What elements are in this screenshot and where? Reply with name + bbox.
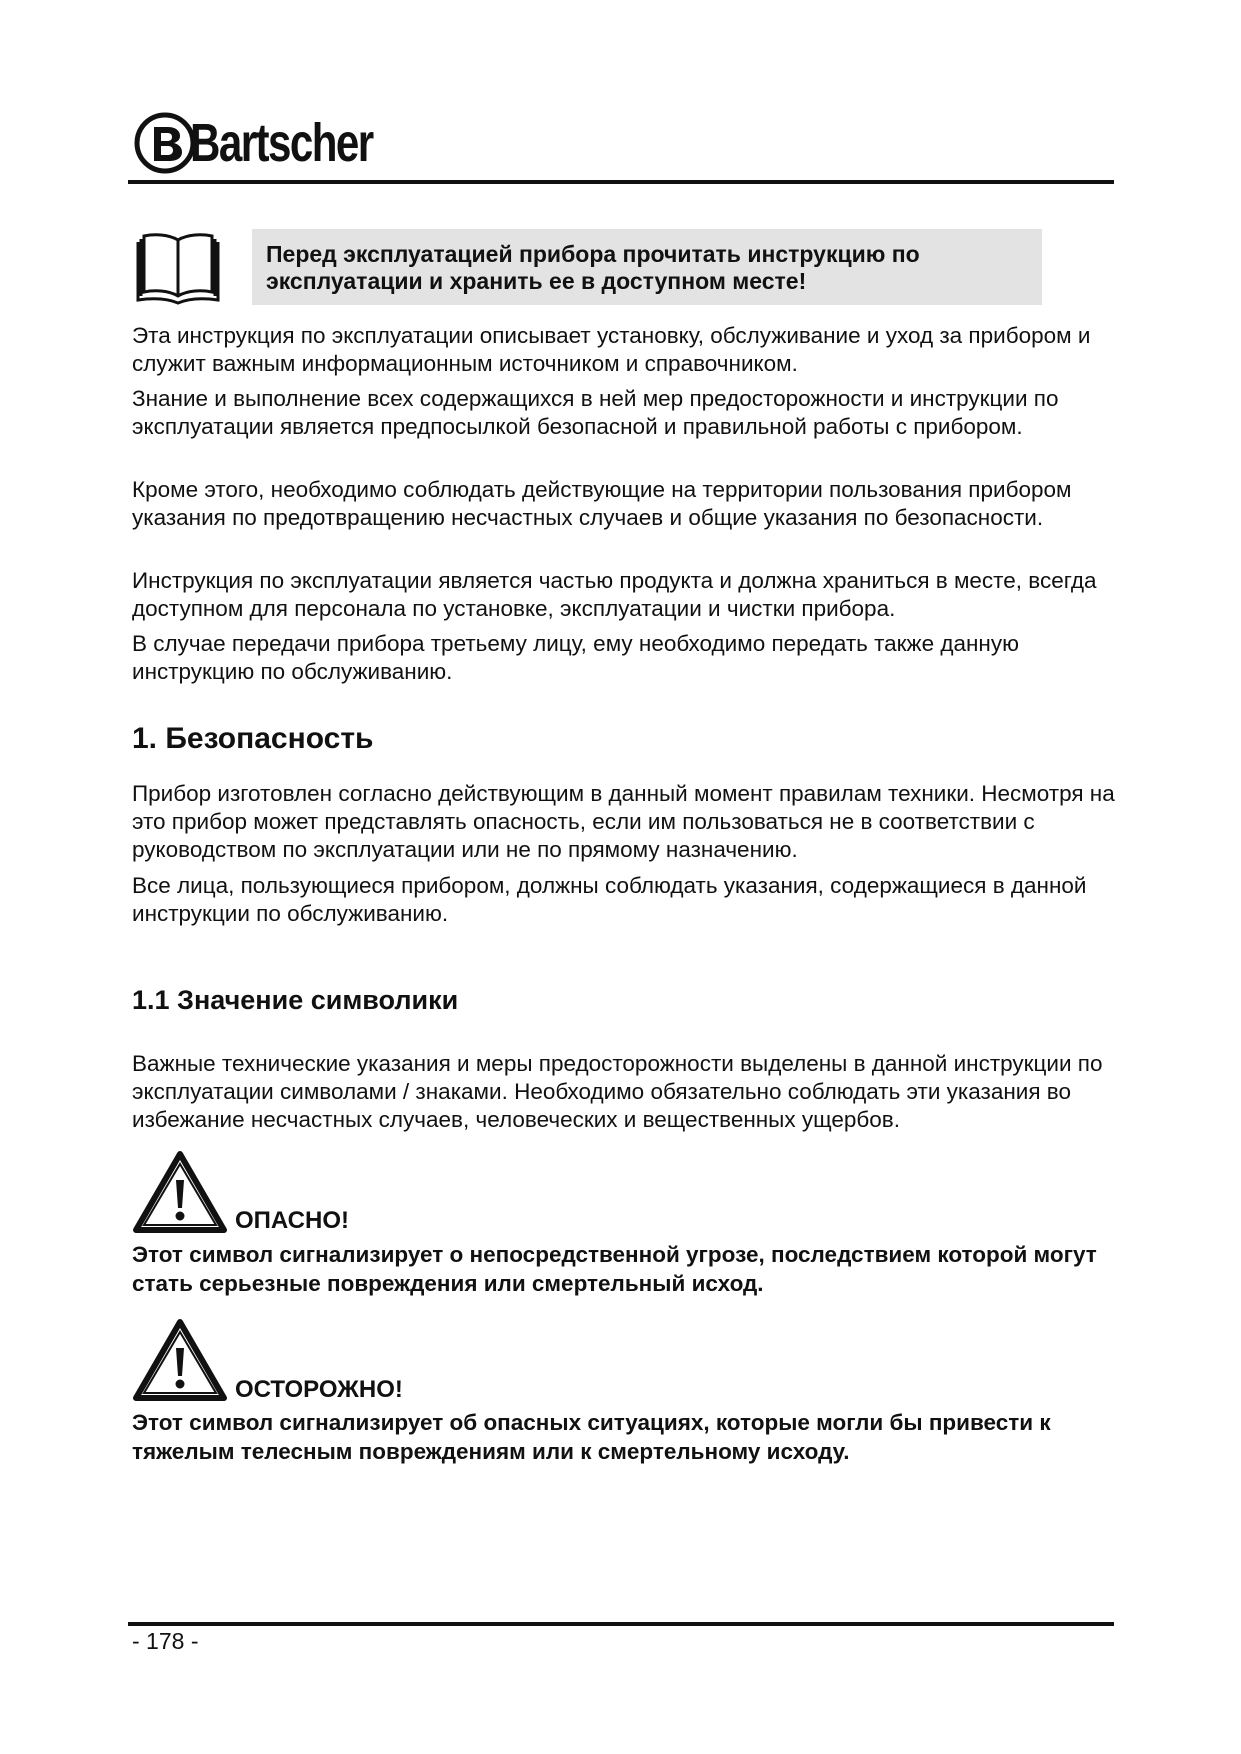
safety-paragraph-2: Все лица, пользующиеся прибором, должны соблюдать указания, содержащиеся в данной инструкции по обслуживанию.	[132, 873, 1087, 926]
section-title-safety: 1. Безопасность	[132, 722, 374, 755]
page-number: - 178 -	[132, 1628, 199, 1654]
caution-text: Этот символ сигнализирует об опасных ситуациях, которые могли бы привести к тяжелым телесным повреждениям или к смертельному исходу.	[132, 1410, 1051, 1464]
footer-rule	[128, 1622, 1114, 1626]
read-manual-notice	[252, 229, 1042, 305]
symbols-paragraph-1: Важные технические указания и меры предосторожности выделены в данной инструкции по эксплуатации символами / знаками. Необходимо обязательно соблюдать эти указания во избежание несчастных случаев, человеческих и вещественных ущербов.	[132, 1051, 1103, 1132]
intro-paragraph-5: В случае передачи прибора третьему лицу, ему необходимо передать также данную инструкцию по обслуживанию.	[132, 631, 1019, 684]
intro-paragraph-4: Инструкция по эксплуатации является частью продукта и должна храниться в месте, всегда доступном для персонала по установке, эксплуатации и чистки прибора.	[132, 568, 1097, 621]
logo-mark-icon	[134, 112, 196, 174]
safety-paragraph-1: Прибор изготовлен согласно действующим в данный момент правилам техники. Несмотря на это прибор может представлять опасность, если им пользоваться не в соответствии с руководством по эксплуатации или не по прямому назначению.	[132, 781, 1115, 862]
section-title-symbols: 1.1 Значение символики	[132, 985, 459, 1015]
header-rule	[128, 180, 1114, 184]
book-icon	[132, 230, 224, 306]
intro-paragraph-3: Кроме этого, необходимо соблюдать действующие на территории пользования прибором указания по предотвращению несчастных случаев и общие указания по безопасности.	[132, 477, 1072, 530]
caution-title: ОСТОРОЖНО!	[235, 1376, 403, 1403]
brand-name: Bartscher	[190, 113, 373, 173]
danger-title: ОПАСНО!	[235, 1207, 349, 1234]
warning-triangle-icon	[132, 1150, 228, 1236]
intro-paragraph-2: Знание и выполнение всех содержащихся в ней мер предосторожности и инструкции по эксплуатации является предпосылкой безопасной и правильной работы с прибором.	[132, 386, 1059, 439]
brand-logo	[134, 108, 424, 178]
intro-paragraph-1: Эта инструкция по эксплуатации описывает установку, обслуживание и уход за прибором и служит важным информационным источником и справочником.	[132, 323, 1091, 376]
notice-line-2: эксплуатации и хранить ее в доступном месте!	[266, 268, 807, 294]
notice-line-1: Перед эксплуатацией прибора прочитать инструкцию по	[266, 241, 920, 267]
warning-triangle-icon	[132, 1318, 228, 1404]
danger-text: Этот символ сигнализирует о непосредственной угрозе, последствием которой могут стать серьезные повреждения или смертельный исход.	[132, 1242, 1097, 1296]
